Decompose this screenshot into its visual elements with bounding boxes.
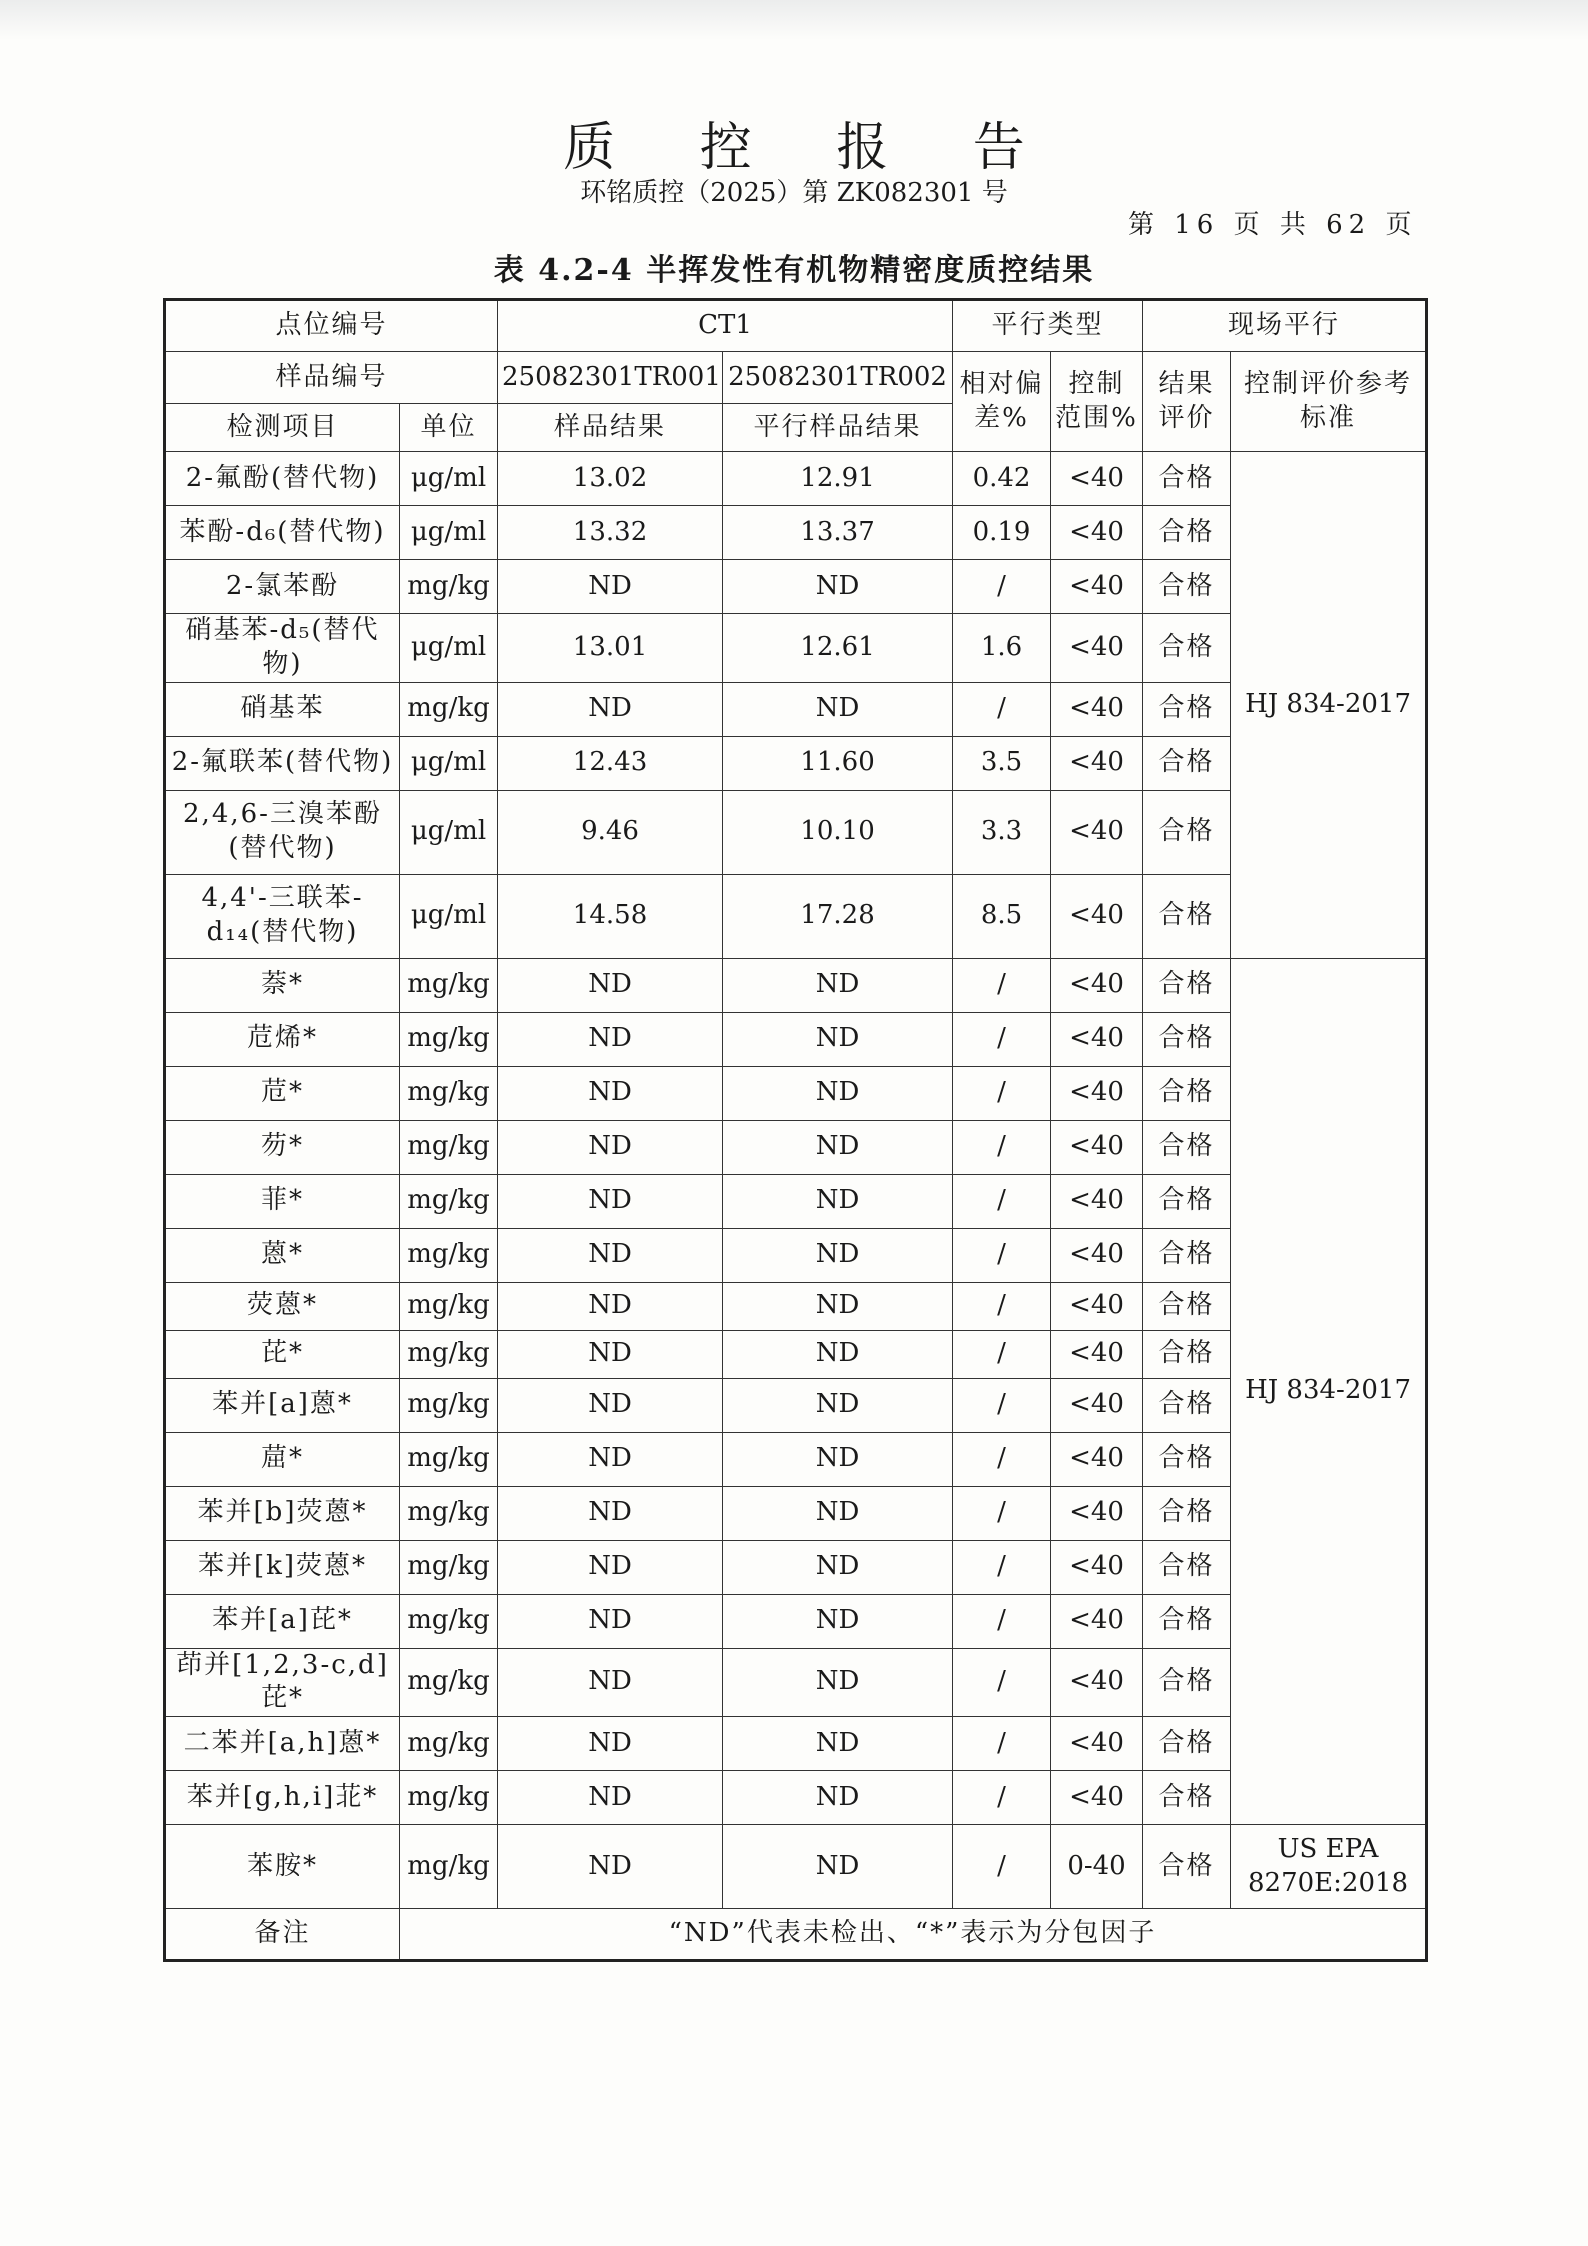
unit-cell: mg/kg	[400, 1648, 498, 1717]
sample-result-cell: 13.02	[498, 452, 723, 506]
parallel-result-cell: ND	[723, 1540, 953, 1594]
evaluation-cell: 合格	[1143, 1282, 1231, 1330]
evaluation-cell: 合格	[1143, 506, 1231, 560]
evaluation-cell: 合格	[1143, 1648, 1231, 1717]
range-cell: <40	[1051, 1066, 1143, 1120]
evaluation-cell: 合格	[1143, 1432, 1231, 1486]
deviation-cell: /	[953, 1432, 1051, 1486]
parallel-result-cell: ND	[723, 1120, 953, 1174]
sample-result-header: 样品结果	[498, 404, 723, 452]
page-indicator: 第 16 页 共 62 页	[1128, 210, 1418, 240]
range-cell: <40	[1051, 506, 1143, 560]
range-cell: <40	[1051, 1174, 1143, 1228]
range-cell: 0-40	[1051, 1825, 1143, 1909]
sample-result-cell: ND	[498, 1330, 723, 1378]
item-cell: 苯并[g,h,i]苝*	[165, 1771, 400, 1825]
range-cell: <40	[1051, 1228, 1143, 1282]
item-cell: 苯并[a]芘*	[165, 1594, 400, 1648]
deviation-cell: /	[953, 1066, 1051, 1120]
sample-result-cell: ND	[498, 682, 723, 736]
deviation-cell: /	[953, 1486, 1051, 1540]
parallel-result-cell: ND	[723, 1594, 953, 1648]
evaluation-cell: 合格	[1143, 1228, 1231, 1282]
item-cell: 2-氟联苯(替代物)	[165, 736, 400, 790]
parallel-result-cell: ND	[723, 1825, 953, 1909]
sample-result-cell: 9.46	[498, 790, 723, 874]
relative-deviation-header: 相对偏差%	[953, 352, 1051, 452]
item-cell: 苯酚-d₆(替代物)	[165, 506, 400, 560]
sample-id-2-cell: 25082301TR002	[723, 352, 953, 404]
evaluation-cell: 合格	[1143, 452, 1231, 506]
deviation-cell: /	[953, 958, 1051, 1012]
range-cell: <40	[1051, 1771, 1143, 1825]
evaluation-cell: 合格	[1143, 1378, 1231, 1432]
parallel-result-cell: ND	[723, 1282, 953, 1330]
parallel-result-cell: ND	[723, 1717, 953, 1771]
unit-cell: mg/kg	[400, 1228, 498, 1282]
sample-label-cell: 样品编号	[165, 352, 498, 404]
range-cell: <40	[1051, 1648, 1143, 1717]
sample-result-cell: ND	[498, 1120, 723, 1174]
unit-cell: μg/ml	[400, 736, 498, 790]
deviation-cell: /	[953, 1282, 1051, 1330]
report-number: 环铭质控（2025）第 ZK082301 号	[580, 178, 1008, 208]
range-cell: <40	[1051, 958, 1143, 1012]
item-cell: 菲*	[165, 1174, 400, 1228]
parallel-result-cell: ND	[723, 560, 953, 614]
deviation-cell: /	[953, 1228, 1051, 1282]
item-header: 检测项目	[165, 404, 400, 452]
item-cell: 苯并[b]荧蒽*	[165, 1486, 400, 1540]
unit-cell: mg/kg	[400, 1120, 498, 1174]
parallel-result-cell: ND	[723, 1012, 953, 1066]
sample-result-cell: ND	[498, 1771, 723, 1825]
item-cell: 䓛*	[165, 1432, 400, 1486]
unit-cell: mg/kg	[400, 1540, 498, 1594]
unit-cell: mg/kg	[400, 1717, 498, 1771]
scan-edge-shadow	[0, 0, 1588, 40]
unit-cell: mg/kg	[400, 682, 498, 736]
sample-result-cell: ND	[498, 1648, 723, 1717]
unit-cell: mg/kg	[400, 958, 498, 1012]
unit-cell: mg/kg	[400, 1771, 498, 1825]
note-text: “ND”代表未检出、“*”表示为分包因子	[400, 1909, 1427, 1961]
deviation-cell: 0.19	[953, 506, 1051, 560]
item-cell: 芴*	[165, 1120, 400, 1174]
deviation-cell: /	[953, 1825, 1051, 1909]
deviation-cell: /	[953, 1120, 1051, 1174]
deviation-cell: /	[953, 1378, 1051, 1432]
sample-result-cell: ND	[498, 1825, 723, 1909]
deviation-cell: /	[953, 1771, 1051, 1825]
item-cell: 硝基苯	[165, 682, 400, 736]
table-title: 表 4.2-4 半挥发性有机物精密度质控结果	[493, 253, 1095, 288]
evaluation-cell: 合格	[1143, 1771, 1231, 1825]
reference-standard-header: 控制评价参考标准	[1231, 352, 1427, 452]
parallel-result-cell: ND	[723, 1330, 953, 1378]
evaluation-cell: 合格	[1143, 1174, 1231, 1228]
reference-standard-cell: HJ 834-2017	[1231, 958, 1427, 1825]
sample-result-cell: ND	[498, 1066, 723, 1120]
deviation-cell: /	[953, 1648, 1051, 1717]
note-label: 备注	[165, 1909, 400, 1961]
item-cell: 2-氟酚(替代物)	[165, 452, 400, 506]
note-row	[165, 1909, 1427, 1961]
deviation-cell: 0.42	[953, 452, 1051, 506]
table-row	[165, 958, 1427, 1012]
unit-cell: μg/ml	[400, 506, 498, 560]
evaluation-cell: 合格	[1143, 1012, 1231, 1066]
control-range-header: 控制范围%	[1051, 352, 1143, 452]
parallel-type-value-cell: 现场平行	[1143, 300, 1427, 352]
sample-result-cell: ND	[498, 1174, 723, 1228]
evaluation-cell: 合格	[1143, 790, 1231, 874]
range-cell: <40	[1051, 1378, 1143, 1432]
range-cell: <40	[1051, 736, 1143, 790]
result-evaluation-header: 结果评价	[1143, 352, 1231, 452]
item-cell: 二苯并[a,h]蒽*	[165, 1717, 400, 1771]
evaluation-cell: 合格	[1143, 736, 1231, 790]
unit-cell: μg/ml	[400, 614, 498, 683]
evaluation-cell: 合格	[1143, 1717, 1231, 1771]
unit-cell: mg/kg	[400, 1066, 498, 1120]
unit-cell: mg/kg	[400, 1378, 498, 1432]
sample-result-cell: ND	[498, 1594, 723, 1648]
sample-result-cell: ND	[498, 1228, 723, 1282]
parallel-result-cell: 12.91	[723, 452, 953, 506]
document-title: 质 控 报 告	[563, 118, 1059, 178]
parallel-result-cell: 11.60	[723, 736, 953, 790]
point-value-cell: CT1	[498, 300, 953, 352]
parallel-result-cell: ND	[723, 1228, 953, 1282]
parallel-result-cell: ND	[723, 1378, 953, 1432]
item-cell: 2-氯苯酚	[165, 560, 400, 614]
item-cell: 苊烯*	[165, 1012, 400, 1066]
unit-cell: mg/kg	[400, 560, 498, 614]
evaluation-cell: 合格	[1143, 614, 1231, 683]
evaluation-cell: 合格	[1143, 874, 1231, 958]
unit-cell: mg/kg	[400, 1825, 498, 1909]
item-cell: 芘*	[165, 1330, 400, 1378]
sample-result-cell: ND	[498, 1378, 723, 1432]
evaluation-cell: 合格	[1143, 1066, 1231, 1120]
range-cell: <40	[1051, 614, 1143, 683]
range-cell: <40	[1051, 682, 1143, 736]
range-cell: <40	[1051, 1540, 1143, 1594]
sample-result-cell: ND	[498, 1432, 723, 1486]
unit-cell: μg/ml	[400, 874, 498, 958]
unit-cell: mg/kg	[400, 1012, 498, 1066]
deviation-cell: /	[953, 1012, 1051, 1066]
parallel-result-cell: ND	[723, 1066, 953, 1120]
range-cell: <40	[1051, 1594, 1143, 1648]
reference-standard-cell: HJ 834-2017	[1231, 452, 1427, 959]
sample-result-cell: ND	[498, 1540, 723, 1594]
item-cell: 苊*	[165, 1066, 400, 1120]
evaluation-cell: 合格	[1143, 1540, 1231, 1594]
unit-cell: mg/kg	[400, 1282, 498, 1330]
evaluation-cell: 合格	[1143, 1825, 1231, 1909]
evaluation-cell: 合格	[1143, 1330, 1231, 1378]
parallel-result-cell: 10.10	[723, 790, 953, 874]
sample-result-cell: 13.01	[498, 614, 723, 683]
sample-result-cell: ND	[498, 1012, 723, 1066]
sample-result-cell: ND	[498, 1717, 723, 1771]
parallel-result-cell: ND	[723, 1486, 953, 1540]
parallel-result-cell: ND	[723, 1771, 953, 1825]
range-cell: <40	[1051, 1282, 1143, 1330]
parallel-result-cell: 17.28	[723, 874, 953, 958]
unit-cell: μg/ml	[400, 452, 498, 506]
range-cell: <40	[1051, 1330, 1143, 1378]
deviation-cell: 1.6	[953, 614, 1051, 683]
deviation-cell: /	[953, 682, 1051, 736]
item-cell: 萘*	[165, 958, 400, 1012]
deviation-cell: /	[953, 1540, 1051, 1594]
parallel-result-header: 平行样品结果	[723, 404, 953, 452]
range-cell: <40	[1051, 790, 1143, 874]
deviation-cell: 3.3	[953, 790, 1051, 874]
parallel-type-label-cell: 平行类型	[953, 300, 1143, 352]
sample-result-cell: 12.43	[498, 736, 723, 790]
item-cell: 硝基苯-d₅(替代物)	[165, 614, 400, 683]
sample-result-cell: ND	[498, 1282, 723, 1330]
deviation-cell: 8.5	[953, 874, 1051, 958]
sample-result-cell: 13.32	[498, 506, 723, 560]
unit-cell: mg/kg	[400, 1594, 498, 1648]
parallel-result-cell: ND	[723, 1432, 953, 1486]
table-row	[165, 1825, 1427, 1909]
unit-header: 单位	[400, 404, 498, 452]
reference-standard-cell: US EPA 8270E:2018	[1231, 1825, 1427, 1909]
range-cell: <40	[1051, 1486, 1143, 1540]
item-cell: 蒽*	[165, 1228, 400, 1282]
range-cell: <40	[1051, 452, 1143, 506]
range-cell: <40	[1051, 874, 1143, 958]
range-cell: <40	[1051, 560, 1143, 614]
parallel-result-cell: ND	[723, 682, 953, 736]
sample-id-1-cell: 25082301TR001	[498, 352, 723, 404]
sample-result-cell: ND	[498, 1486, 723, 1540]
table-row	[165, 452, 1427, 506]
parallel-result-cell: 13.37	[723, 506, 953, 560]
range-cell: <40	[1051, 1717, 1143, 1771]
range-cell: <40	[1051, 1120, 1143, 1174]
parallel-result-cell: ND	[723, 1648, 953, 1717]
evaluation-cell: 合格	[1143, 682, 1231, 736]
item-cell: 荧蒽*	[165, 1282, 400, 1330]
unit-cell: mg/kg	[400, 1486, 498, 1540]
unit-cell: mg/kg	[400, 1174, 498, 1228]
item-cell: 苯并[a]蒽*	[165, 1378, 400, 1432]
evaluation-cell: 合格	[1143, 1594, 1231, 1648]
parallel-result-cell: ND	[723, 958, 953, 1012]
sample-result-cell: 14.58	[498, 874, 723, 958]
item-cell: 苯并[k]荧蒽*	[165, 1540, 400, 1594]
item-cell: 苯胺*	[165, 1825, 400, 1909]
deviation-cell: /	[953, 560, 1051, 614]
evaluation-cell: 合格	[1143, 1486, 1231, 1540]
range-cell: <40	[1051, 1012, 1143, 1066]
deviation-cell: 3.5	[953, 736, 1051, 790]
point-label-cell: 点位编号	[165, 300, 498, 352]
range-cell: <40	[1051, 1432, 1143, 1486]
item-cell: 2,4,6-三溴苯酚(替代物)	[165, 790, 400, 874]
deviation-cell: /	[953, 1330, 1051, 1378]
evaluation-cell: 合格	[1143, 560, 1231, 614]
deviation-cell: /	[953, 1717, 1051, 1771]
evaluation-cell: 合格	[1143, 1120, 1231, 1174]
evaluation-cell: 合格	[1143, 958, 1231, 1012]
deviation-cell: /	[953, 1174, 1051, 1228]
deviation-cell: /	[953, 1594, 1051, 1648]
sample-result-cell: ND	[498, 560, 723, 614]
item-cell: 4,4'-三联苯-d₁₄(替代物)	[165, 874, 400, 958]
parallel-result-cell: 12.61	[723, 614, 953, 683]
unit-cell: mg/kg	[400, 1330, 498, 1378]
qc-results-table	[163, 298, 1428, 1962]
sample-result-cell: ND	[498, 958, 723, 1012]
parallel-result-cell: ND	[723, 1174, 953, 1228]
item-cell: 茚并[1,2,3-c,d]芘*	[165, 1648, 400, 1717]
unit-cell: mg/kg	[400, 1432, 498, 1486]
unit-cell: μg/ml	[400, 790, 498, 874]
